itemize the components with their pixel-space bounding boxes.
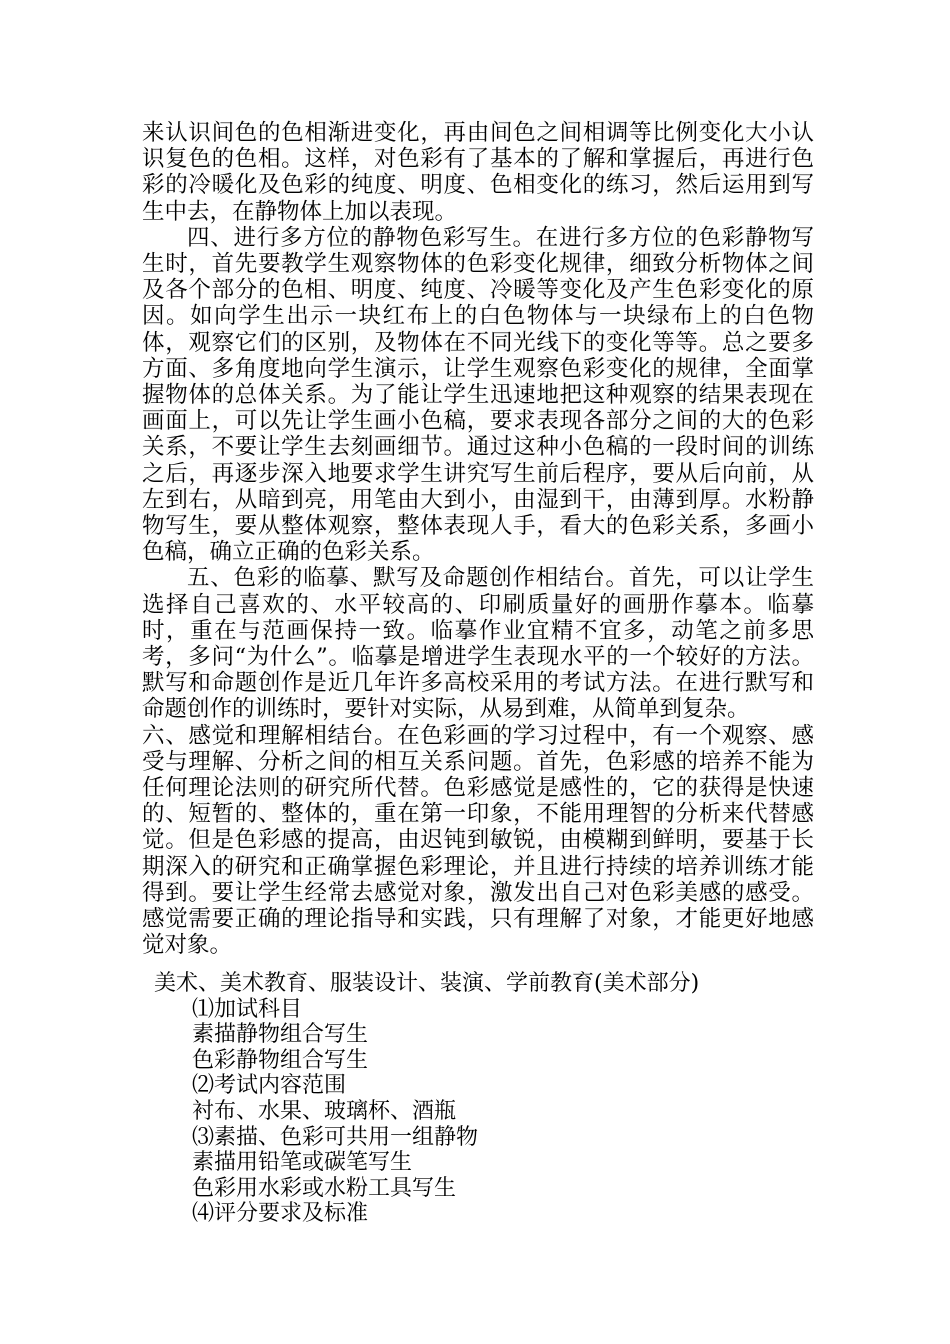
paragraph-3: 五、色彩的临摹、默写及命题创作相结台。首先，可以让学生选择自己喜欢的、水平较高的、印刷质量好的画册作摹本。临摹时，重在与范画保持一致。临摹作业宜精不宜多，动笔之前多思考，多问“为什么”。临摹是增进学生表现水平的一个较好的方法。默写和命题创作是近几年许多高校采用的考试方法。在进行默写和命题创作的训练时，要针对实际，从易到难，从简单到复杂。 [142, 565, 814, 723]
list-item: 素描静物组合写生 [192, 1022, 369, 1048]
list-item: ⑴加试科目 [192, 996, 303, 1022]
list-item: 衬布、水果、玻璃杯、酒瓶 [192, 1098, 457, 1124]
paragraph-4: 六、感觉和理解相结台。在色彩画的学习过程中，有一个观察、感受与理解、分析之间的相互关系问题。首先，色彩感的培养不能为任何理论法则的研究所代替。色彩感觉是感性的，它的获得是快速的、短暂的、整体的，重在第一印象，不能用理智的分析来代替感觉。但是色彩感的提高，由迟钝到敏锐，由模糊到鲜明，要基于长期深入的研究和正确掌握色彩理论，并且进行持续的培养训练才能得到。要让学生经常去感觉对象，激发出自己对色彩美感的感受。感觉需要正确的理论指导和实践，只有理解了对象，才能更好地感觉对象。 [142, 722, 814, 959]
body-text [142, 120, 814, 959]
paragraph-1: 来认识间色的色相渐进变化，再由间色之间相调等比例变化大小认识复色的色相。这样，对色彩有了基本的了解和掌握后，再进行色彩的冷暖化及色彩的纯度、明度、色相变化的练习，然后运用到写生中去，在静物体上加以表现。 [142, 120, 814, 225]
list-item: ⑵考试内容范围 [192, 1073, 347, 1099]
section-heading: 美术、美术教育、服装设计、装演、学前教育(美术部分) [154, 971, 700, 996]
list-item: ⑶素描、色彩可共用一组静物 [192, 1124, 479, 1150]
exam-item-list [154, 997, 814, 1227]
paragraph-2: 四、进行多方位的静物色彩写生。在进行多方位的色彩静物写生时，首先要教学生观察物体的色彩变化规律，细致分析物体之间及各个部分的色相、明度、纯度、冷暖等变化及产生色彩变化的原因。如向学生出示一块红布上的白色物体与一块绿布上的白色物体，观察它们的区别，及物体在不同光线下的变化等等。总之要多方面、多角度地向学生演示，让学生观察色彩变化的规律，全面掌握物体的总体关系。为了能让学生迅速地把这种观察的结果表现在画面上，可以先让学生画小色稿，要求表现各部分之间的大的色彩关系，不要让学生去刻画细节。通过这种小色稿的一段时间的训练之后，再逐步深入地要求学生讲究写生前后程序，要从后向前，从左到右，从暗到亮，用笔由大到小，由湿到干，由薄到厚。水粉静物写生，要从整体观察，整体表现人手，看大的色彩关系，多画小色稿，确立正确的色彩关系。 [142, 224, 814, 566]
list-item: 色彩用水彩或水粉工具写生 [192, 1175, 457, 1201]
list-item: 素描用铅笔或碳笔写生 [192, 1150, 413, 1176]
exam-section [154, 971, 814, 1227]
list-item: ⑷评分要求及标准 [192, 1201, 369, 1227]
list-item: 色彩静物组合写生 [192, 1047, 369, 1073]
